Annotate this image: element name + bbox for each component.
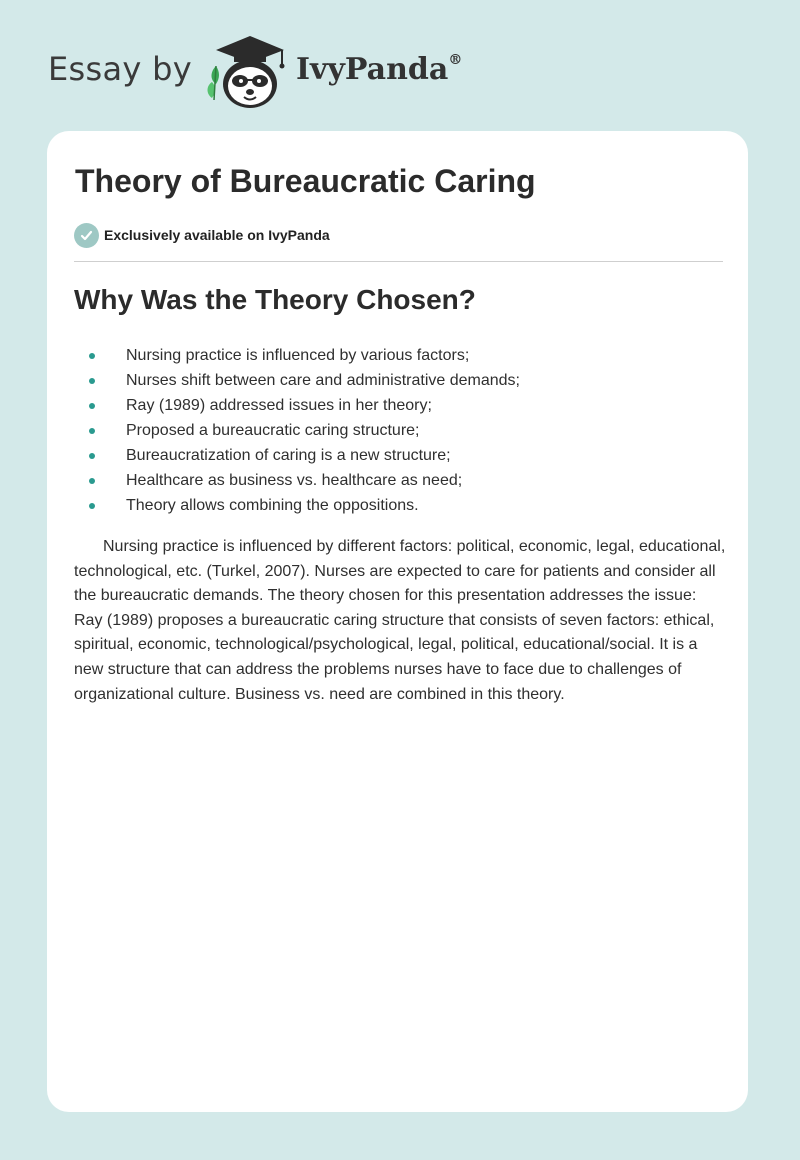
bullet-dot-icon <box>89 503 95 509</box>
brand-name[interactable] <box>296 52 462 87</box>
list-item <box>87 418 520 443</box>
bullet-dot-icon <box>89 478 95 484</box>
list-item <box>87 343 520 368</box>
list-item-text: Nursing practice is influenced by various factors; <box>126 347 470 364</box>
list-item <box>87 468 520 493</box>
exclusive-badge <box>74 222 330 248</box>
registered-mark: ® <box>448 52 463 68</box>
body-paragraph: Nursing practice is influenced by different factors: political, economic, legal, educational, technological, etc. (Turkel, 2007). Nurses are expected to care for patients and consider all the bureaucratic demands. The theory chosen for this presentation addresses the issue: Ray (1989) proposes a bureaucratic caring structure that consists of seven factors: ethical, spiritual, economic, technological/psychological, legal, political, educational/social. It is a new structure that can address the problems nurses have to face due to challenges of organizational culture. Business vs. need are combined in this theory. <box>74 538 726 703</box>
list-item <box>87 368 520 393</box>
page-title: Theory of Bureaucratic Caring <box>75 163 536 199</box>
check-icon <box>74 223 99 248</box>
section-heading: Why Was the Theory Chosen? <box>74 284 476 315</box>
essay-by-label: Essay by <box>48 50 192 88</box>
list-item <box>87 493 520 518</box>
brand-text: IvyPanda <box>296 52 449 87</box>
bullet-dot-icon <box>89 428 95 434</box>
site-header <box>0 0 800 130</box>
divider <box>74 261 723 262</box>
list-item <box>87 393 520 418</box>
list-item-text: Ray (1989) addressed issues in her theory; <box>126 397 432 414</box>
list-item-text: Bureaucratization of caring is a new structure; <box>126 447 451 464</box>
bullet-dot-icon <box>89 453 95 459</box>
essay-card <box>47 131 748 1112</box>
bullet-dot-icon <box>89 353 95 359</box>
bullet-list <box>87 343 520 518</box>
ivy-leaf-icon <box>208 66 220 100</box>
list-item-text: Healthcare as business vs. healthcare as need; <box>126 472 463 489</box>
list-item-text: Proposed a bureaucratic caring structure; <box>126 422 420 439</box>
bullet-dot-icon <box>89 403 95 409</box>
list-item <box>87 443 520 468</box>
panda-logo-icon[interactable] <box>200 32 292 110</box>
list-item-text: Theory allows combining the oppositions. <box>126 497 419 514</box>
list-item-text: Nurses shift between care and administrative demands; <box>126 372 520 389</box>
bullet-dot-icon <box>89 378 95 384</box>
exclusive-label: Exclusively available on IvyPanda <box>104 227 330 243</box>
